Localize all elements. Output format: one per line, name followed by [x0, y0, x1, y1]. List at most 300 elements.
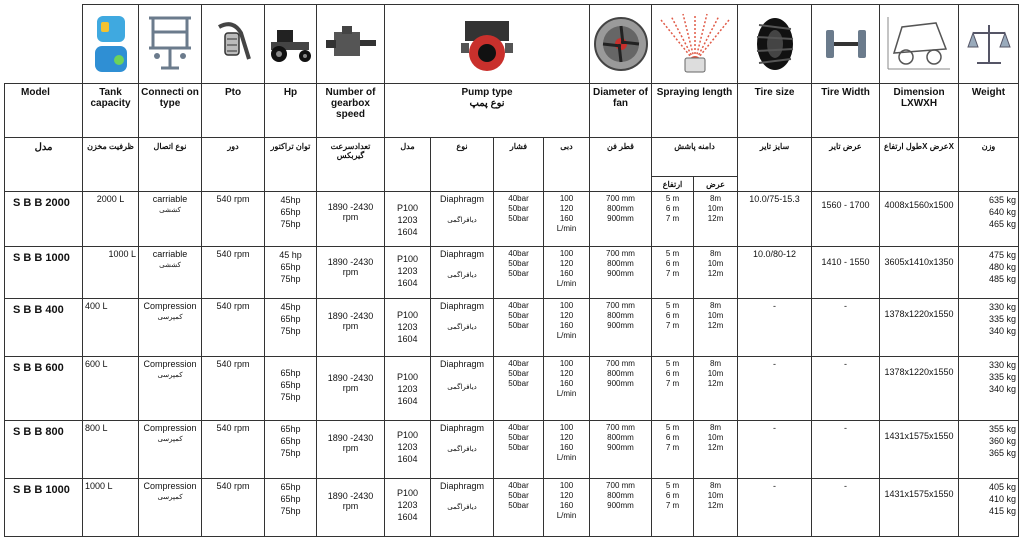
pressure-value: 40bar [508, 481, 529, 490]
pump-model-cell [385, 421, 431, 479]
spray-height-cell [652, 479, 694, 537]
pump-kind-cell [431, 357, 494, 421]
tire-width-cell: 1410 - 1550 [812, 247, 880, 299]
fan-value: 900mm [607, 214, 634, 223]
pressure-cell [494, 479, 544, 537]
flow-value: 120 [559, 491, 574, 500]
hp-value: 45hp [280, 195, 301, 205]
pressure-value: 50bar [508, 369, 529, 378]
tire-size-cell: - [738, 357, 812, 421]
table-row [5, 299, 1019, 357]
pressure-value: 40bar [508, 423, 529, 432]
connection-cell [139, 247, 202, 299]
fan-value: 800mm [607, 259, 634, 268]
header-fa-spray-height: ارتفاع [652, 177, 694, 192]
pump-model-value: P100 [396, 310, 419, 320]
flow-value: 100 [559, 481, 574, 490]
header-fa-spray-width: عرض [694, 177, 738, 192]
spray-width-value: 8m [709, 194, 722, 203]
spray-height-value: 5 m [665, 359, 680, 368]
pump-kind-text: Diaphragm [439, 194, 485, 204]
spray-width-cell [694, 479, 738, 537]
table-row [5, 479, 1019, 537]
tire-width-cell: - [812, 357, 880, 421]
spray-width-value: 8m [709, 359, 722, 368]
flow-unit: L/min [556, 453, 577, 462]
flow-cell [544, 192, 590, 247]
header-spray: Spraying length [652, 84, 738, 138]
hp-value: 65hp [280, 262, 301, 272]
pressure-value: 40bar [508, 359, 529, 368]
tire-width-cell: - [812, 299, 880, 357]
sprayer-dimension-icon [880, 5, 959, 84]
flow-value: 120 [559, 311, 574, 320]
tank-cell: 2000 L [83, 192, 139, 247]
fan-value: 800mm [607, 491, 634, 500]
pump-kind-cell [431, 421, 494, 479]
model-cell: S B B 1000 [5, 479, 83, 537]
header-pump-en: Pump type [461, 87, 513, 98]
header-fa-pump-kind: نوع [431, 138, 494, 192]
connection-text-fa: کمپرسی [157, 436, 183, 443]
fan-cell [590, 479, 652, 537]
pump-model-value: 1203 [397, 384, 418, 394]
header-row-en [5, 84, 1019, 138]
hp-cell [265, 247, 317, 299]
fan-value: 800mm [607, 311, 634, 320]
spray-width-cell [694, 299, 738, 357]
connection-text: Compression [143, 423, 197, 433]
spray-width-value: 10m [707, 369, 724, 378]
spray-height-cell [652, 247, 694, 299]
flow-cell [544, 357, 590, 421]
header-fa-tire-size: سایز تایر [738, 138, 812, 192]
hp-cell [265, 192, 317, 247]
spray-height-value: 5 m [665, 249, 680, 258]
spray-height-value: 7 m [665, 321, 680, 330]
hp-cell [265, 421, 317, 479]
pto-shaft-icon [202, 5, 265, 84]
pto-cell: 540 rpm [202, 479, 265, 537]
spec-table [4, 4, 1019, 537]
header-tire-size: Tire size [738, 84, 812, 138]
pressure-value: 50bar [508, 259, 529, 268]
header-fa-pto: دور [202, 138, 265, 192]
spray-width-value: 12m [707, 214, 724, 223]
pressure-value: 40bar [508, 249, 529, 258]
pressure-value: 50bar [508, 443, 529, 452]
dimension-cell: 1431x1575x1550 [880, 479, 959, 537]
flow-value: 160 [559, 214, 574, 223]
flow-value: 160 [559, 501, 574, 510]
tire-size-cell: - [738, 421, 812, 479]
weight-value: 365 kg [988, 448, 1016, 458]
dimension-cell: 1431x1575x1550 [880, 421, 959, 479]
model-cell: S B B 400 [5, 299, 83, 357]
hp-cell [265, 357, 317, 421]
flow-value: 160 [559, 269, 574, 278]
fan-icon [590, 5, 652, 84]
pump-model-value: P100 [396, 372, 419, 382]
connection-cell [139, 479, 202, 537]
hp-value: 65hp [280, 436, 301, 446]
model-cell: S B B 800 [5, 421, 83, 479]
flow-value: 100 [559, 359, 574, 368]
pressure-value: 50bar [508, 379, 529, 388]
weight-cell [959, 357, 1019, 421]
hp-cell [265, 299, 317, 357]
spray-width-value: 12m [707, 501, 724, 510]
header-gearbox: Number of gearbox speed [317, 84, 385, 138]
tank-icon [83, 5, 139, 84]
flow-value: 160 [559, 379, 574, 388]
pump-model-value: 1604 [397, 396, 418, 406]
header-pto: Pto [202, 84, 265, 138]
weight-cell [959, 421, 1019, 479]
weight-value: 415 kg [988, 506, 1016, 516]
hp-value: 75hp [280, 392, 301, 402]
dimension-cell: 4008x1560x1500 [880, 192, 959, 247]
connection-text-fa: کمپرسی [157, 314, 183, 321]
dimension-cell: 3605x1410x1350 [880, 247, 959, 299]
gearbox-cell: 1890 -2430 rpm [317, 247, 385, 299]
flow-unit: L/min [556, 511, 577, 520]
weight-value: 480 kg [988, 262, 1016, 272]
weight-value: 355 kg [988, 424, 1016, 434]
header-pump [385, 84, 590, 138]
hp-value: 65hp [280, 207, 301, 217]
pressure-cell [494, 421, 544, 479]
hp-value: 65hp [280, 314, 301, 324]
spray-width-value: 8m [709, 423, 722, 432]
pump-icon [385, 5, 590, 84]
pump-kind-text-fa: دیافراگمی [447, 504, 477, 511]
tank-cell: 800 L [83, 421, 139, 479]
header-dimension: Dimension LXWXH [880, 84, 959, 138]
header-fa-connection: نوع اتصال [139, 138, 202, 192]
spray-height-value: 7 m [665, 214, 680, 223]
pump-model-value: 1203 [397, 322, 418, 332]
model-cell: S B B 2000 [5, 192, 83, 247]
weight-value: 405 kg [988, 482, 1016, 492]
hp-value: 65hp [280, 424, 301, 434]
spray-height-value: 5 m [665, 481, 680, 490]
pressure-value: 40bar [508, 194, 529, 203]
spray-height-value: 6 m [665, 433, 680, 442]
pressure-value: 50bar [508, 204, 529, 213]
spray-width-value: 10m [707, 311, 724, 320]
pump-model-value: 1604 [397, 334, 418, 344]
spray-width-value: 12m [707, 269, 724, 278]
tire-size-cell: - [738, 479, 812, 537]
icon-row [5, 5, 1019, 84]
flow-unit: L/min [556, 389, 577, 398]
hp-value: 75hp [280, 506, 301, 516]
header-fa-hp: توان تراکتور [265, 138, 317, 192]
fan-value: 700 mm [606, 249, 635, 258]
pump-model-value: 1203 [397, 442, 418, 452]
spray-height-cell [652, 192, 694, 247]
weight-value: 475 kg [988, 250, 1016, 260]
spray-height-value: 6 m [665, 311, 680, 320]
pressure-value: 50bar [508, 501, 529, 510]
corner-cell [5, 5, 83, 84]
pressure-value: 40bar [508, 301, 529, 310]
spray-width-value: 8m [709, 301, 722, 310]
weight-value: 340 kg [988, 326, 1016, 336]
connection-text: carriable [152, 194, 188, 204]
header-pump-fa: نوع پمپ [469, 98, 505, 109]
tank-cell: 1000 L [83, 247, 139, 299]
pump-model-value: 1604 [397, 227, 418, 237]
pump-kind-text: Diaphragm [439, 249, 485, 259]
fan-value: 900mm [607, 321, 634, 330]
header-weight: Weight [959, 84, 1019, 138]
pump-model-cell [385, 192, 431, 247]
weight-value: 465 kg [988, 219, 1016, 229]
weight-value: 360 kg [988, 436, 1016, 446]
model-cell: S B B 600 [5, 357, 83, 421]
pump-model-value: 1604 [397, 454, 418, 464]
pump-kind-text: Diaphragm [439, 481, 485, 491]
pump-kind-cell [431, 479, 494, 537]
table-row [5, 247, 1019, 299]
flow-value: 120 [559, 204, 574, 213]
pump-kind-text-fa: دیافراگمی [447, 324, 477, 331]
spray-height-cell [652, 299, 694, 357]
flow-value: 100 [559, 249, 574, 258]
pump-model-value: 1203 [397, 500, 418, 510]
pump-model-cell [385, 299, 431, 357]
spray-height-value: 7 m [665, 443, 680, 452]
connection-cell [139, 192, 202, 247]
connection-cell [139, 421, 202, 479]
weight-value: 485 kg [988, 274, 1016, 284]
header-fa-dimension: Xعرض Xطول ارتفاع [880, 138, 959, 192]
fan-cell [590, 357, 652, 421]
fan-value: 900mm [607, 501, 634, 510]
weight-value: 410 kg [988, 494, 1016, 504]
flow-cell [544, 299, 590, 357]
fan-cell [590, 421, 652, 479]
fan-value: 700 mm [606, 301, 635, 310]
header-fan: Diameter of fan [590, 84, 652, 138]
fan-value: 800mm [607, 433, 634, 442]
hp-value: 75hp [280, 448, 301, 458]
weight-cell [959, 479, 1019, 537]
flow-value: 100 [559, 423, 574, 432]
flow-cell [544, 247, 590, 299]
pump-model-value: P100 [396, 430, 419, 440]
pump-kind-text: Diaphragm [439, 301, 485, 311]
connection-text-fa: کششی [159, 262, 181, 269]
header-row-fa [5, 138, 1019, 177]
hp-value: 65hp [280, 380, 301, 390]
fan-value: 800mm [607, 204, 634, 213]
spray-height-cell [652, 357, 694, 421]
hp-value: 75hp [280, 219, 301, 229]
connection-cell [139, 357, 202, 421]
tire-size-cell: - [738, 299, 812, 357]
pressure-cell [494, 247, 544, 299]
flow-cell [544, 479, 590, 537]
spray-width-value: 8m [709, 249, 722, 258]
flow-value: 160 [559, 321, 574, 330]
fan-value: 900mm [607, 443, 634, 452]
model-cell: S B B 1000 [5, 247, 83, 299]
hp-cell [265, 479, 317, 537]
spray-width-value: 10m [707, 259, 724, 268]
axle-icon [812, 5, 880, 84]
pump-kind-text: Diaphragm [439, 359, 485, 369]
flow-value: 100 [559, 194, 574, 203]
flow-value: 100 [559, 301, 574, 310]
tire-width-cell: - [812, 479, 880, 537]
table-row [5, 192, 1019, 247]
spray-width-value: 12m [707, 321, 724, 330]
connection-text: Compression [143, 481, 197, 491]
weight-value: 335 kg [988, 372, 1016, 382]
connection-cell [139, 299, 202, 357]
weight-value: 335 kg [988, 314, 1016, 324]
weight-value: 330 kg [988, 302, 1016, 312]
tire-width-cell: - [812, 421, 880, 479]
pressure-value: 50bar [508, 311, 529, 320]
scale-icon [959, 5, 1019, 84]
weight-value: 330 kg [988, 360, 1016, 370]
fan-cell [590, 192, 652, 247]
spray-width-value: 12m [707, 443, 724, 452]
pto-cell: 540 rpm [202, 357, 265, 421]
pump-model-value: 1203 [397, 215, 418, 225]
header-fa-weight: وزن [959, 138, 1019, 192]
gearbox-cell: 1890 -2430 rpm [317, 192, 385, 247]
tank-cell: 600 L [83, 357, 139, 421]
weight-cell [959, 192, 1019, 247]
connection-text-fa: کششی [159, 207, 181, 214]
pressure-cell [494, 192, 544, 247]
flow-cell [544, 421, 590, 479]
weight-cell [959, 247, 1019, 299]
pto-cell: 540 rpm [202, 192, 265, 247]
hitch-icon [139, 5, 202, 84]
tank-cell: 400 L [83, 299, 139, 357]
tractor-icon [265, 5, 317, 84]
header-fa-fan: قطر فن [590, 138, 652, 192]
pump-model-value: P100 [396, 488, 419, 498]
tire-size-cell: 10.0/80-12 [738, 247, 812, 299]
gearbox-cell: 1890 -2430 rpm [317, 357, 385, 421]
fan-value: 700 mm [606, 423, 635, 432]
pump-model-value: P100 [396, 203, 419, 213]
table-row [5, 357, 1019, 421]
pressure-value: 50bar [508, 491, 529, 500]
pump-model-value: P100 [396, 254, 419, 264]
spray-height-value: 5 m [665, 423, 680, 432]
spray-height-value: 5 m [665, 301, 680, 310]
fan-value: 700 mm [606, 481, 635, 490]
spray-height-value: 6 m [665, 204, 680, 213]
hp-value: 65hp [280, 368, 301, 378]
pump-kind-cell [431, 192, 494, 247]
pump-kind-cell [431, 247, 494, 299]
pto-cell: 540 rpm [202, 247, 265, 299]
pump-model-cell [385, 357, 431, 421]
flow-value: 120 [559, 433, 574, 442]
weight-value: 635 kg [988, 195, 1016, 205]
flow-unit: L/min [556, 331, 577, 340]
header-fa-tire-width: عرض تایر [812, 138, 880, 192]
tire-width-cell: 1560 - 1700 [812, 192, 880, 247]
weight-value: 340 kg [988, 384, 1016, 394]
spray-height-cell [652, 421, 694, 479]
pto-cell: 540 rpm [202, 299, 265, 357]
pump-kind-text-fa: دیافراگمی [447, 384, 477, 391]
spray-pattern-icon [652, 5, 738, 84]
table-row [5, 421, 1019, 479]
pump-model-value: 1604 [397, 278, 418, 288]
pressure-value: 50bar [508, 214, 529, 223]
flow-value: 160 [559, 443, 574, 452]
spray-height-value: 7 m [665, 379, 680, 388]
pump-model-cell [385, 247, 431, 299]
pump-kind-cell [431, 299, 494, 357]
fan-value: 900mm [607, 269, 634, 278]
header-fa-gearbox: تعدادسرعت گیربکس [317, 138, 385, 192]
flow-unit: L/min [556, 224, 577, 233]
gearbox-cell: 1890 -2430 rpm [317, 299, 385, 357]
pump-model-cell [385, 479, 431, 537]
header-fa-pressure: فشار [494, 138, 544, 192]
gearbox-cell: 1890 -2430 rpm [317, 479, 385, 537]
weight-value: 640 kg [988, 207, 1016, 217]
pump-kind-text-fa: دیافراگمی [447, 272, 477, 279]
spray-width-cell [694, 421, 738, 479]
pump-kind-text: Diaphragm [439, 423, 485, 433]
fan-cell [590, 299, 652, 357]
spray-width-value: 8m [709, 481, 722, 490]
pressure-cell [494, 357, 544, 421]
pump-kind-text-fa: دیافراگمی [447, 446, 477, 453]
gearbox-icon [317, 5, 385, 84]
pressure-value: 50bar [508, 321, 529, 330]
flow-value: 120 [559, 259, 574, 268]
spray-width-value: 10m [707, 433, 724, 442]
header-fa-model: مدل [5, 138, 83, 192]
hp-value: 75hp [280, 326, 301, 336]
connection-text-fa: کمپرسی [157, 372, 183, 379]
tank-cell: 1000 L [83, 479, 139, 537]
header-fa-pump-model: مدل [385, 138, 431, 192]
hp-value: 65hp [280, 494, 301, 504]
spray-height-value: 7 m [665, 501, 680, 510]
pump-model-value: 1604 [397, 512, 418, 522]
fan-value: 700 mm [606, 359, 635, 368]
spray-height-value: 7 m [665, 269, 680, 278]
fan-cell [590, 247, 652, 299]
header-tank: Tank capacity [83, 84, 139, 138]
header-fa-tank: ظرفیت مخزن [83, 138, 139, 192]
header-fa-spray: دامنه پاشش [652, 138, 738, 177]
hp-value: 45 hp [279, 250, 302, 260]
connection-text: Compression [143, 301, 197, 311]
connection-text-fa: کمپرسی [157, 494, 183, 501]
spray-width-cell [694, 357, 738, 421]
flow-unit: L/min [556, 279, 577, 288]
spray-height-value: 6 m [665, 491, 680, 500]
weight-cell [959, 299, 1019, 357]
hp-value: 75hp [280, 274, 301, 284]
